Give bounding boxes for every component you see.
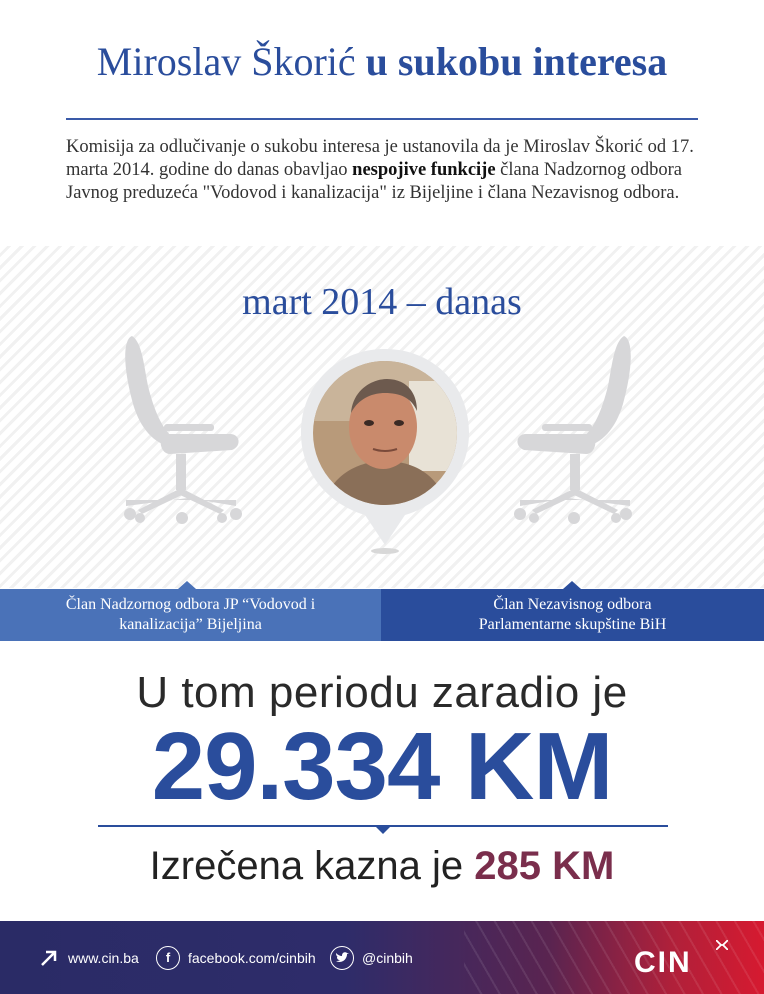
penalty-label: Izrečena kazna je (149, 844, 464, 888)
role-right-line2: Parlamentarne skupštine BiH (478, 616, 667, 633)
portrait-pin (297, 347, 473, 557)
amount-divider-notch (376, 827, 390, 834)
role-right-text (479, 595, 667, 635)
role-left-text: Član Nadzornog odbora JP “Vodovod i kanalizacija” Bijeljina (65, 596, 316, 633)
intro-text-bold: nespojive funkcije (352, 160, 496, 180)
footer-decoration (464, 921, 764, 994)
arrow-up-right-icon (38, 947, 60, 969)
website-text: www.cin.ba (68, 949, 139, 966)
office-chair-icon (508, 330, 638, 530)
footer-website-link[interactable] (38, 921, 139, 994)
period-label: mart 2014 – danas (242, 281, 522, 323)
role-right-ribbon (381, 589, 764, 641)
earnings-label: U tom periodu zaradio je (136, 668, 628, 717)
twitter-text: @cinbih (362, 949, 413, 966)
role-left-ribbon (0, 589, 381, 641)
ribbon-notch (563, 581, 581, 589)
title-emphasis: u sukobu interesa (365, 39, 668, 84)
footer-twitter-link[interactable] (330, 921, 413, 994)
facebook-text: facebook.com/cinbih (188, 949, 316, 966)
office-chair-icon (118, 330, 248, 530)
ribbon-notch (178, 581, 196, 589)
cin-logo[interactable]: CIN (634, 946, 692, 979)
intro-text-end: člana Nadzornog odbora Javnog preduzeća "Vodovod i kanalizacija" iz Bijeljine i člana Nezavisnog odbora. (66, 160, 683, 203)
logo-mark-icon (716, 940, 728, 950)
intro-text-start: Komisija za odlučivanje o sukobu interesa je ustanovila da je Miroslav Škorić od 17. marta 2014. godine do danas obavljao (66, 137, 694, 180)
portrait-photo (313, 361, 457, 505)
intro-paragraph (66, 136, 706, 205)
role-right-line1: Član Nezavisnog odbora (493, 596, 652, 613)
title-name: Miroslav Škorić (96, 39, 356, 84)
facebook-icon: f (156, 946, 180, 970)
footer-facebook-link[interactable] (156, 921, 316, 994)
penalty-amount: 285 KM (474, 844, 615, 888)
title-divider (66, 118, 698, 120)
page-title (0, 38, 764, 85)
penalty-line (0, 844, 764, 889)
earnings-amount: 29.334 KM (151, 713, 613, 820)
twitter-icon (330, 946, 354, 970)
